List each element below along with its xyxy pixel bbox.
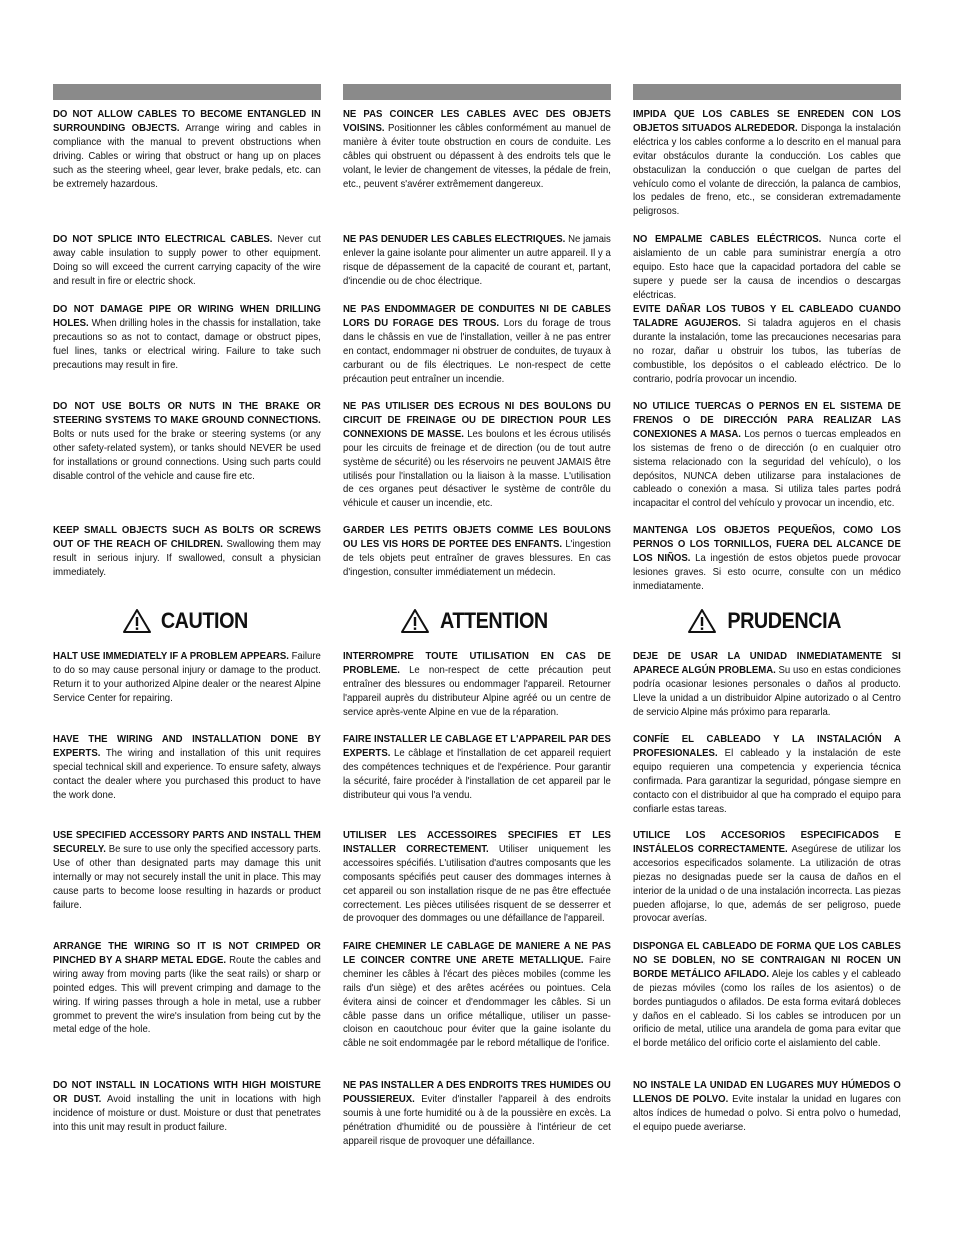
warning-item-splice: NE PAS DENUDER LES CABLES ELECTRIQUES. Ne jamais enlever la gaine isolante pour alimenter un autre appareil. Il y a risque de dépassement de la capacité de courant et, partant, d'incendie ou de choc électrique. — [343, 234, 611, 287]
warning-triangle-icon — [687, 608, 717, 634]
caution-heading-text: PRUDENCIA — [727, 608, 841, 633]
caution-item-wiring-crimp: ARRANGE THE WIRING SO IT IS NOT CRIMPED OR PINCHED BY A SHARP METAL EDGE. Route the cables and wiring away from moving parts (like the seat rails) or sharp or pointed edges. This will prevent crimping and damage to the wiring. If wiring passes through a hole in metal, use a rubber grommet to prevent the wire's insulation from being cut by the metal edge of the hole. — [53, 941, 321, 1036]
french-column — [343, 84, 611, 1147]
caution-item-wiring-crimp: DISPONGA EL CABLEADO DE FORMA QUE LOS CABLES NO SE DOBLEN, NO SE CONTRAIGAN NI ROCEN UN BORDE METÁLICO AFILADO. Aleje los cables y el cableado de piezas móviles (como los raíles de los asientos) o de bordes puntiagudos o afilados. De esta forma evitará dobleces y daños en el cableado. Si los cables se introducen por un orificio de metal, utilice una arandela de goma para evitar que el borde metálico del orificio corte el aislamiento del cable. — [633, 941, 901, 1050]
caution-item-halt-use: DEJE DE USAR LA UNIDAD INMEDIATAMENTE SI APARECE ALGÚN PROBLEMA. Su uso en estas condiciones podría ocasionar lesiones personales o daños al producto. Lleve la unidad a un distribuidor Alpine autorizado o al Centro de servicio Alpine más próximo para repararla. — [633, 651, 901, 718]
caution-item-moisture: NO INSTALE LA UNIDAD EN LUGARES MUY HÚMEDOS O LLENOS DE POLVO. Evite instalar la unidad en lugares con altos índices de humedad o polvo. Si entra polvo o humedad, el equipo puede averiarse. — [633, 1080, 901, 1133]
warning-triangle-icon — [122, 608, 152, 634]
warning-item-splice: NO EMPALME CABLES ELÉCTRICOS. Nunca corte el aislamiento de un cable para suministrar energía a otro equipo. Esto hace que la capacidad portadora del cable se supere y puede ser la causa de incendios o descargas eléctricas. — [633, 234, 901, 301]
warning-item-splice: DO NOT SPLICE INTO ELECTRICAL CABLES. Never cut away cable insulation to supply power to other equipment. Doing so will exceed the current carrying capacity of the wire and result in fire or electric shock. — [53, 234, 321, 287]
warning-item-small-objects: MANTENGA LOS OBJETOS PEQUEÑOS, COMO LOS PERNOS O LOS TORNILLOS, FUERA DEL ALCANCE DE LOS NIÑOS. La ingestión de estos objetos puede provocar lesiones graves. Si esto ocurre, consulte con un médico inmediatamente. — [633, 525, 901, 592]
caution-heading-text: ATTENTION — [440, 608, 548, 633]
caution-item-wiring-crimp: FAIRE CHEMINER LE CABLAGE DE MANIERE A NE PAS LE COINCER CONTRE UNE ARETE METALLIQUE. Faire cheminer les câbles à l'écart des pièces mobiles (comme les rails d'un siège) et des arêtes acérées ou pointues. Cela évitera ainsi de coincer et d'endommager les câbles. Si un câble passe dans un orifice métallique, utiliser un passe-cloison en caoutchouc pour éviter que la gaine isolante du câble ne soit endommagée par le rebord métallique de l'orifice. — [343, 941, 611, 1050]
section-header-bar — [343, 84, 611, 100]
warning-item-drilling: DO NOT DAMAGE PIPE OR WIRING WHEN DRILLING HOLES. When drilling holes in the chassis for installation, take precautions so as not to contact, damage or obstruct pipes, fuel lines, tanks or electrical wiring. Failure to take such precautions may result in fire. — [53, 304, 321, 371]
warning-item-ground-bolts: NO UTILICE TUERCAS O PERNOS EN EL SISTEMA DE FRENOS O DE DIRECCIÓN PARA REALIZAR LAS CONEXIONES A MASA. Los pernos o tuercas empleados en los sistemas de freno o de dirección (o en cualquier otro sistema relacionado con la seguridad del vehículo), o los depósitos, NUNCA deben utilizarse para instalaciones de cableado o conexión a masa. Si utiliza tales partes podrá incapacitar el control del vehículo y provocar un incendio, etc. — [633, 401, 901, 510]
caution-heading-text: CAUTION — [160, 608, 248, 633]
caution-item-moisture: NE PAS INSTALLER A DES ENDROITS TRES HUMIDES OU POUSSIEREUX. Eviter d'installer l'appareil à des endroits soumis à une forte humidité ou à de la poussière en excès. La pénétration d'humidité ou de poussière à l'intérieur de cet appareil risque de provoquer une défaillance. — [343, 1080, 611, 1147]
warning-triangle-icon — [400, 608, 430, 634]
section-header-bar — [633, 84, 901, 100]
warning-item-drilling: NE PAS ENDOMMAGER DE CONDUITES NI DE CABLES LORS DU FORAGE DES TROUS. Lors du forage de trous dans le châssis en vue de l'installation, veiller à ne pas entrer en contact, endommager ni obstruer de conduites, de tuyaux à carburant ou de fils électriques. Le non-respect de cette précaution peut entraîner un incendie. — [343, 304, 611, 385]
warning-item-cable-entangle: IMPIDA QUE LOS CABLES SE ENREDEN CON LOS OBJETOS SITUADOS ALREDEDOR. Disponga la instalación eléctrica y los cables conforme a lo descrito en el manual para evitar obstáculos durante la conducción. Los cables que obstaculizan la conducción o que cuelgan de partes del vehículo como el volante de dirección, la palanca de cambios, los pedales de freno, etc., se consideran extremadamente peligrosos. — [633, 109, 901, 218]
warning-item-ground-bolts: DO NOT USE BOLTS OR NUTS IN THE BRAKE OR STEERING SYSTEMS TO MAKE GROUND CONNECTIONS. Bolts or nuts used for the brake or steering systems (or any other safety-related system), or tanks should NEVER be used for installations or ground connections. Using such parts could disable control of the vehicle and cause fire etc. — [53, 401, 321, 482]
caution-heading — [343, 606, 611, 636]
warning-item-cable-entangle: DO NOT ALLOW CABLES TO BECOME ENTANGLED IN SURROUNDING OBJECTS. Arrange wiring and cables in compliance with the manual to prevent obstructions when driving. Cables or wiring that obstruct or hang up on places such as the steering wheel, gear lever, brake pedals, etc. can be extremely hazardous. — [53, 109, 321, 190]
caution-item-experts: HAVE THE WIRING AND INSTALLATION DONE BY EXPERTS. The wiring and installation of this unit requires special technical skill and experience. To ensure safety, always contact the dealer where you purchased this product to have the work done. — [53, 734, 321, 801]
warning-item-ground-bolts: NE PAS UTILISER DES ECROUS NI DES BOULONS DU CIRCUIT DE FREINAGE OU DE DIRECTION POUR LES CONNEXIONS DE MASSE. Les boulons et les écrous utilisés pour les circuits de freinage et de direction (ou de tout autre système de sécurité) ou les réservoirs ne peuvent JAMAIS être utilisés pour l'installation ou la liaison à la masse. L'utilisation de ces organes peut désactiver le système de contrôle du véhicule et causer un incendie, etc. — [343, 401, 611, 510]
caution-heading — [633, 606, 901, 636]
caution-item-halt-use: INTERROMPRE TOUTE UTILISATION EN CAS DE PROBLEME. Le non-respect de cette précaution peut entraîner des blessures ou endommager l'appareil. Retourner l'appareil auprès du distributeur Alpine agréé ou un centre de service après-vente Alpine en vue de la réparation. — [343, 651, 611, 718]
section-header-bar — [53, 84, 321, 100]
caution-item-moisture: DO NOT INSTALL IN LOCATIONS WITH HIGH MOISTURE OR DUST. Avoid installing the unit in locations with high incidence of moisture or dust. Moisture or dust that penetrates into this unit may result in product failure. — [53, 1080, 321, 1133]
english-column — [53, 84, 321, 1133]
caution-item-accessories: UTILISER LES ACCESSOIRES SPECIFIES ET LES INSTALLER CORRECTEMENT. Utiliser uniquement les accessoires spécifiés. L'utilisation d'autres composants que les composants spécifiés peut causer des dommages internes à cet appareil ou son installation risque de ne pas être effectuée correctement. Les pièces utilisées risquent de se desserrer et de provoquer des dommages ou une défaillance de l'appareil. — [343, 830, 611, 925]
warning-item-cable-entangle: NE PAS COINCER LES CABLES AVEC DES OBJETS VOISINS. Positionner les câbles conformément au manuel de manière à éviter toute obstruction en cours de conduite. Les câbles qui obstruent ou dépassent à des endroits tels que le volant, le levier de changement de vitesses, la pédale de frein, etc., peuvent s'avérer extrêmement dangereux. — [343, 109, 611, 190]
caution-item-halt-use: HALT USE IMMEDIATELY IF A PROBLEM APPEARS. Failure to do so may cause personal injury or damage to the product. Return it to your authorized Alpine dealer or the nearest Alpine Service Center for repairing. — [53, 651, 321, 704]
caution-item-experts: CONFÍE EL CABLEADO Y LA INSTALACIÓN A PROFESIONALES. El cableado y la instalación de este equipo requieren una competencia y experiencia técnica confirmada. Para garantizar la seguridad, póngase siempre en contacto con el distribuidor al que ha comprado el equipo para confiarle estas tareas. — [633, 734, 901, 815]
caution-item-accessories: UTILICE LOS ACCESORIOS ESPECIFICADOS E INSTÁLELOS CORRECTAMENTE. Asegúrese de utilizar los accesorios especificados solamente. La utilización de otras piezas no designadas puede ser la causa de daños en el interior de la unidad o de una instalación incorrecta. Las piezas pueden aflojarse, lo que, además de ser peligroso, puede provocar averías. — [633, 830, 901, 925]
warning-item-drilling: EVITE DAÑAR LOS TUBOS Y EL CABLEADO CUANDO TALADRE AGUJEROS. Si taladra agujeros en el chasis durante la instalación, tome las precauciones necesarias para no rozar, dañar u obstruir los tubos, las tuberías de combustible, los depósitos o el cableado eléctrico. De lo contrario, podría provocar un incendio. — [633, 304, 901, 385]
caution-item-experts: FAIRE INSTALLER LE CABLAGE ET L'APPAREIL PAR DES EXPERTS. Le câblage et l'installation de cet appareil requiert des compétences techniques et de l'expérience. Pour garantir la sécurité, faire procéder à l'installation de cet appareil par le distributeur qui vous l'a vendu. — [343, 734, 611, 801]
caution-heading — [53, 606, 321, 636]
caution-item-accessories: USE SPECIFIED ACCESSORY PARTS AND INSTALL THEM SECURELY. Be sure to use only the specified accessory parts. Use of other than designated parts may damage this unit internally or may not securely install the unit in place. This may cause parts to become loose resulting in hazards or product failure. — [53, 830, 321, 911]
warning-item-small-objects: GARDER LES PETITS OBJETS COMME LES BOULONS OU LES VIS HORS DE PORTEE DES ENFANTS. L'ingestion de tels objets peut entraîner de graves blessures. En cas d'ingestion, consulter immédiatement un médecin. — [343, 525, 611, 578]
warning-item-small-objects: KEEP SMALL OBJECTS SUCH AS BOLTS OR SCREWS OUT OF THE REACH OF CHILDREN. Swallowing them may result in serious injury. If swallowed, consult a physician immediately. — [53, 525, 321, 578]
spanish-column — [633, 84, 901, 1133]
